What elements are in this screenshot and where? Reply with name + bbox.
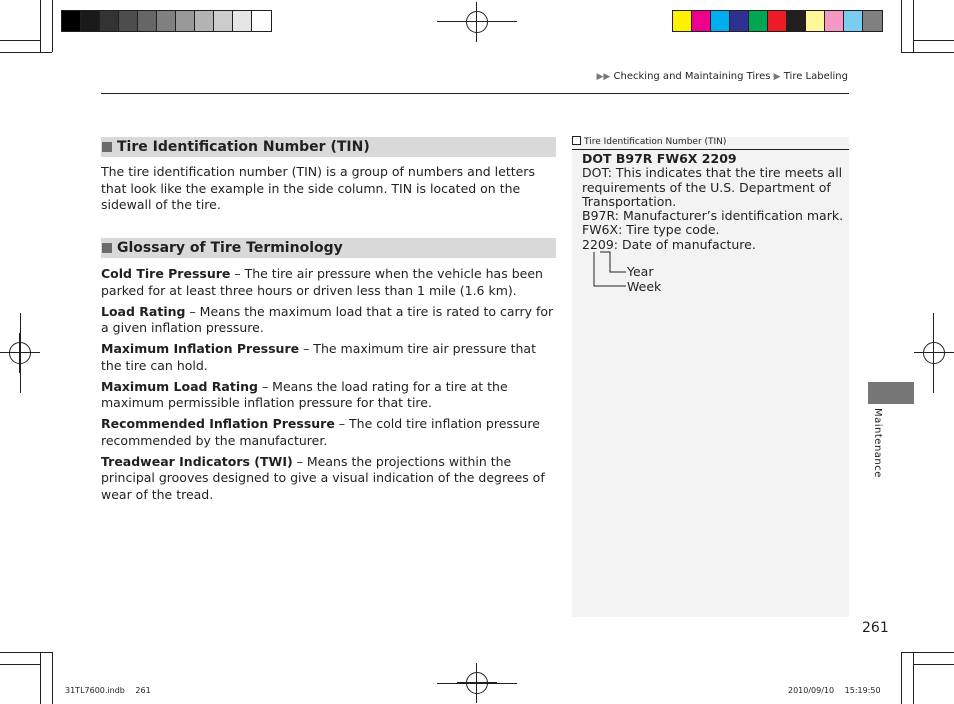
tin-manufacturer-line: B97R: Manufacturer’s identification mark. <box>582 208 844 224</box>
glossary-heading-text: Glossary of Tire Terminology <box>117 240 343 256</box>
footer-timestamp: 2010/09/10 15:19:50 <box>788 686 881 695</box>
tin-type-line: FW6X: Tire type code. <box>582 222 720 238</box>
color-swatch <box>119 11 138 31</box>
sidebar-title: Tire Identification Number (TIN) <box>572 136 849 150</box>
color-swatch <box>214 11 233 31</box>
color-swatch <box>138 11 157 31</box>
year-label: Year <box>627 264 654 279</box>
tin-heading-text: Tire Identification Number (TIN) <box>117 139 370 155</box>
color-swatch <box>806 11 825 31</box>
page-number: 261 <box>862 620 889 636</box>
glossary-term: Maximum Inflation Pressure – The maximum tire air pressure that the tire can hold. <box>101 341 536 373</box>
week-label: Week <box>627 279 662 294</box>
footer-file: 31TL7600.indb 261 <box>65 686 151 695</box>
breadcrumb-page: Tire Labeling <box>783 71 848 82</box>
reference-box-icon <box>572 136 581 145</box>
process-color-bar <box>672 10 883 32</box>
registration-mark-top <box>457 2 497 42</box>
heading-square-icon <box>102 142 112 152</box>
header-rule <box>101 93 849 94</box>
color-swatch <box>863 11 882 31</box>
color-swatch <box>100 11 119 31</box>
color-swatch <box>844 11 863 31</box>
color-swatch <box>252 11 271 31</box>
color-swatch <box>62 11 81 31</box>
breadcrumb-arrow-icon: ▶▶ <box>596 72 611 82</box>
breadcrumb-section[interactable]: Checking and Maintaining Tires <box>613 71 771 82</box>
tin-body-text: The tire identification number (TIN) is a group of numbers and letters that look like the example in the side column. TIN is located on the sidewall of the tire. <box>101 164 535 212</box>
color-swatch <box>233 11 252 31</box>
registration-mark-right <box>914 333 954 373</box>
chapter-tab <box>868 382 914 404</box>
glossary-term: Maximum Load Rating – Means the load rating for a tire at the maximum permissible inflation pressure for that tire. <box>101 378 508 410</box>
color-swatch <box>157 11 176 31</box>
glossary-term: Treadwear Indicators (TWI) – Means the projections within the principal grooves designed to give a visual indication of the degrees of wear of the tread. <box>101 453 545 502</box>
color-swatch <box>730 11 749 31</box>
tin-date-line: 2209: Date of manufacture. <box>582 236 756 252</box>
glossary-term: Cold Tire Pressure – The tire air pressure when the vehicle has been parked for at least three hours or driven less than 1 mile (1.6 km). <box>101 266 543 298</box>
color-swatch <box>692 11 711 31</box>
breadcrumb-arrow-icon: ▶ <box>773 72 781 82</box>
glossary-section-heading <box>101 238 556 258</box>
color-swatch <box>673 11 692 31</box>
glossary-term: Load Rating – Means the maximum load that a tire is rated to carry for a given inflation pressure. <box>101 303 554 335</box>
tin-section-heading <box>101 137 556 157</box>
color-swatch <box>787 11 806 31</box>
color-swatch <box>768 11 787 31</box>
heading-square-icon <box>102 243 112 253</box>
tin-dot-line: DOT: This indicates that the tire meets all requirements of the U.S. Department of Transportation. <box>582 165 843 209</box>
breadcrumb <box>597 71 849 82</box>
color-swatch <box>749 11 768 31</box>
gray-color-bar <box>61 10 272 32</box>
chapter-tab-label: Maintenance <box>872 408 883 478</box>
color-swatch <box>81 11 100 31</box>
tin-code: DOT B97R FW6X 2209 <box>582 151 737 166</box>
color-swatch <box>711 11 730 31</box>
glossary-list <box>101 266 557 508</box>
date-code-bracket-diagram <box>590 250 630 290</box>
color-swatch <box>195 11 214 31</box>
glossary-term: Recommended Inflation Pressure – The cold tire inflation pressure recommended by the manufacturer. <box>101 416 540 448</box>
color-swatch <box>176 11 195 31</box>
sidebar-text <box>582 152 844 252</box>
color-swatch <box>825 11 844 31</box>
